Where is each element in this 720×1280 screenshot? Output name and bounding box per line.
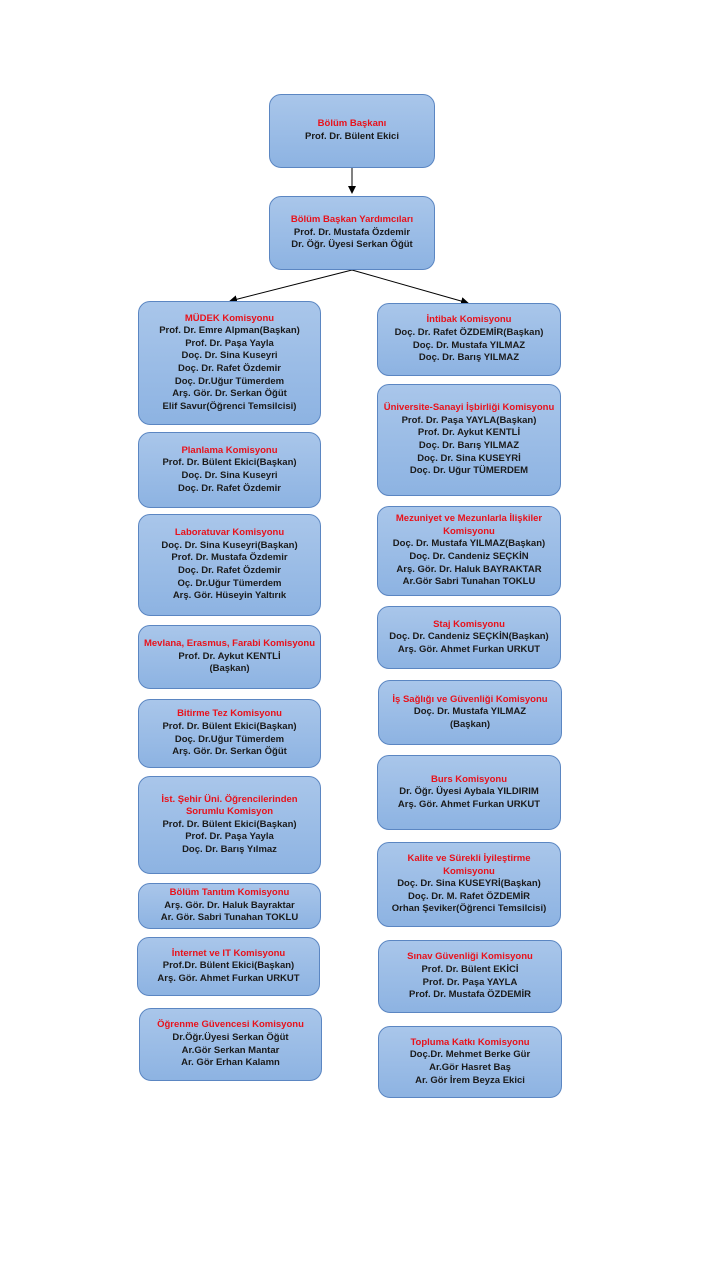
member-name: Arş. Gör. Dr. Haluk Bayraktar xyxy=(164,899,295,911)
member-name: Doç. Dr. Barış YILMAZ xyxy=(418,440,520,451)
member-name: Elif Savur(Öğrenci Temsilcisi) xyxy=(162,400,297,412)
member-name: Arş. Gör. Ahmet Furkan URKUT xyxy=(157,972,300,984)
member-name: Doç.Dr. Mehmet Berke Gür xyxy=(409,1049,531,1061)
committee-title: Bölüm Başkanı xyxy=(317,118,387,130)
committee-ist-sehir-uni-ogrencilerinden-sorumlu-komisyon xyxy=(138,776,321,874)
member-name: Ar. Gör İrem Beyza Ekici xyxy=(415,1074,525,1086)
committee-laboratuvar-komisyonu xyxy=(138,514,321,616)
member-name: Prof. Dr. Paşa Yayla xyxy=(185,337,274,349)
committee-universite-sanayi-isbirligi-komisyonu xyxy=(377,384,561,496)
member-name: Prof. Dr. Aykut KENTLİ xyxy=(178,650,281,662)
member-name: Dr. Öğr. Üyesi Serkan Öğüt xyxy=(291,239,413,251)
member-name: Prof. Dr. Mustafa Özdemir xyxy=(293,226,411,238)
committee-title: Bitirme Tez Komisyonu xyxy=(177,708,282,720)
member-name: Ar.Gör Serkan Mantar xyxy=(181,1044,280,1056)
committee-title: Mevlana, Erasmus, Farabi Komisyonu xyxy=(143,638,316,650)
committee-ogrenme-guvencesi-komisyonu xyxy=(139,1008,322,1081)
member-name: Doç. Dr. Sina KUSEYRİ xyxy=(417,452,521,464)
member-name: Prof. Dr. Aykut KENTLİ xyxy=(417,427,521,439)
committee-mudek-komisyonu xyxy=(138,301,321,425)
member-name: Doç. Dr. Rafet Özdemir xyxy=(178,565,281,576)
member-name: Doç. Dr. Candeniz SEÇKİN(Başkan) xyxy=(389,631,549,643)
committee-bitirme-tez-komisyonu xyxy=(138,699,321,768)
member-name: Doç. Dr. Uğur TÜMERDEM xyxy=(409,465,529,477)
member-name: Arş. Gör. Ahmet Furkan URKUT xyxy=(397,643,541,655)
committee-title: Burs Komisyonu xyxy=(430,773,507,785)
arrow-deputy-to-right xyxy=(352,270,468,303)
member-name: Doç. Dr. Rafet Özdemir xyxy=(178,482,281,494)
committee-title: MÜDEK Komisyonu xyxy=(184,312,275,324)
member-name: Arş. Gör. Dr. Haluk BAYRAKTAR xyxy=(396,563,542,575)
committee-sinav-guvenligi-komisyonu xyxy=(378,940,562,1013)
committee-burs-komisyonu xyxy=(377,755,561,830)
member-name: Ar.Gör Hasret Baş xyxy=(429,1062,511,1073)
member-name: Arş. Gör. Ahmet Furkan URKUT xyxy=(397,798,541,810)
member-name: Doç. Dr. Rafet ÖZDEMİR(Başkan) xyxy=(394,326,544,338)
member-name: Orhan Şeviker(Öğrenci Temsilcisi) xyxy=(391,903,547,915)
member-name: Ar. Gör Erhan Kalamn xyxy=(181,1057,280,1069)
committee-title: Bölüm Başkan Yardımcıları xyxy=(290,214,414,226)
member-name: Dr.Öğr.Üyesi Serkan Öğüt xyxy=(172,1031,289,1043)
committee-internet-ve-it-komisyonu xyxy=(137,937,320,996)
committee-mezuniyet-ve-mezunlarla-iliskiler-komisyonu xyxy=(377,506,561,596)
head-of-department-box xyxy=(269,94,435,168)
member-name: Doç. Dr. Sina KUSEYRİ(Başkan) xyxy=(397,878,541,890)
committee-title: İş Sağlığı ve Güvenliği Komisyonu xyxy=(392,693,548,705)
member-name: Doç. Dr. Barış YILMAZ xyxy=(418,352,520,364)
committee-title: Staj Komisyonu xyxy=(433,618,505,630)
arrow-deputy-to-left xyxy=(230,270,352,301)
member-name: (Başkan) xyxy=(209,663,250,675)
member-name: Doç. Dr. Sina Kuseyri(Başkan) xyxy=(161,539,298,551)
committee-title: Topluma Katkı Komisyonu xyxy=(410,1036,530,1048)
committee-intibak-komisyonu xyxy=(377,303,561,376)
committee-title: İst. Şehir Üni. Öğrencilerinden Sorumlu Komisyon xyxy=(161,793,298,818)
member-name: Prof.Dr. Bülent Ekici(Başkan) xyxy=(162,960,295,972)
deputy-heads-box xyxy=(269,196,435,270)
committee-title: İntibak Komisyonu xyxy=(426,314,512,326)
member-name: Doç. Dr. Candeniz SEÇKİN xyxy=(409,551,529,562)
member-name: Prof. Dr. Mustafa ÖZDEMİR xyxy=(409,989,531,1001)
member-name: Ar.Gör Sabri Tunahan TOKLU xyxy=(402,576,536,588)
member-name: Prof. Dr. Bülent Ekici(Başkan) xyxy=(162,720,297,732)
member-name: Arş. Gör. Dr. Serkan Öğüt xyxy=(172,388,287,400)
member-name: Doç. Dr. M. Rafet ÖZDEMİR xyxy=(408,890,530,902)
committee-is-sagligi-ve-guvenligi-komisyonu xyxy=(378,680,562,745)
member-name: Arş. Gör. Dr. Serkan Öğüt xyxy=(172,746,287,758)
member-name: Doç. Dr.Uğur Tümerdem xyxy=(174,733,285,745)
member-name: Doç. Dr. Sina Kuseyri xyxy=(181,470,278,481)
committee-topluma-katki-komisyonu xyxy=(378,1026,562,1098)
member-name: Prof. Dr. Mustafa Özdemir xyxy=(171,552,288,564)
member-name: Prof. Dr. Paşa Yayla xyxy=(185,831,274,843)
committee-staj-komisyonu xyxy=(377,606,561,669)
member-name: Doç. Dr. Sina Kuseyri xyxy=(181,350,278,362)
member-name: Dr. Öğr. Üyesi Aybala YILDIRIM xyxy=(399,786,539,798)
member-name: Doç. Dr. Mustafa YILMAZ(Başkan) xyxy=(392,538,546,550)
member-name: Doç. Dr. Mustafa YILMAZ xyxy=(413,706,527,718)
committee-title: Mezuniyet ve Mezunlarla İlişkiler Komisyonu xyxy=(395,513,543,537)
member-name: Prof. Dr. Paşa YAYLA xyxy=(422,976,518,988)
member-name: Prof. Dr. Bülent Ekici(Başkan) xyxy=(162,818,297,830)
member-name: Doç. Dr.Uğur Tümerdem xyxy=(174,375,285,387)
committee-title: Üniversite-Sanayi İşbirliği Komisyonu xyxy=(383,402,555,414)
committee-bolum-tanitim-komisyonu xyxy=(138,883,321,929)
member-name: Doç. Dr. Mustafa YILMAZ xyxy=(412,339,526,351)
committee-title: Öğrenme Güvencesi Komisyonu xyxy=(157,1019,304,1031)
member-name: Prof. Dr. Bülent EKİCİ xyxy=(421,963,519,975)
member-name: Prof. Dr. Bülent Ekici xyxy=(305,131,399,142)
committee-planlama-komisyonu xyxy=(138,432,321,508)
committee-title: Planlama Komisyonu xyxy=(181,444,278,456)
member-name: Ar. Gör. Sabri Tunahan TOKLU xyxy=(160,912,299,924)
committee-title: Sınav Güvenliği Komisyonu xyxy=(407,951,533,963)
committee-mevlana-erasmus-farabi-komisyonu xyxy=(138,625,321,689)
member-name: Doç. Dr. Barış Yılmaz xyxy=(182,843,277,855)
member-name: Doç. Dr. Rafet Özdemir xyxy=(178,363,281,374)
committee-title: Bölüm Tanıtım Komisyonu xyxy=(169,887,290,899)
committee-title: İnternet ve IT Komisyonu xyxy=(171,947,286,959)
committee-title: Laboratuvar Komisyonu xyxy=(174,527,285,539)
committee-title: Kalite ve Sürekli İyileştirme Komisyonu xyxy=(407,853,531,877)
member-name: Prof. Dr. Bülent Ekici(Başkan) xyxy=(162,457,297,469)
member-name: Prof. Dr. Paşa YAYLA(Başkan) xyxy=(401,414,537,426)
member-name: Arş. Gör. Hüseyin Yaltırık xyxy=(172,590,287,602)
member-name: Oç. Dr.Uğur Tümerdem xyxy=(177,577,282,589)
member-name: Prof. Dr. Emre Alpman(Başkan) xyxy=(159,325,300,337)
member-name: (Başkan) xyxy=(449,718,491,730)
committee-kalite-ve-surekli-iyilestirme-komisyonu xyxy=(377,842,561,927)
